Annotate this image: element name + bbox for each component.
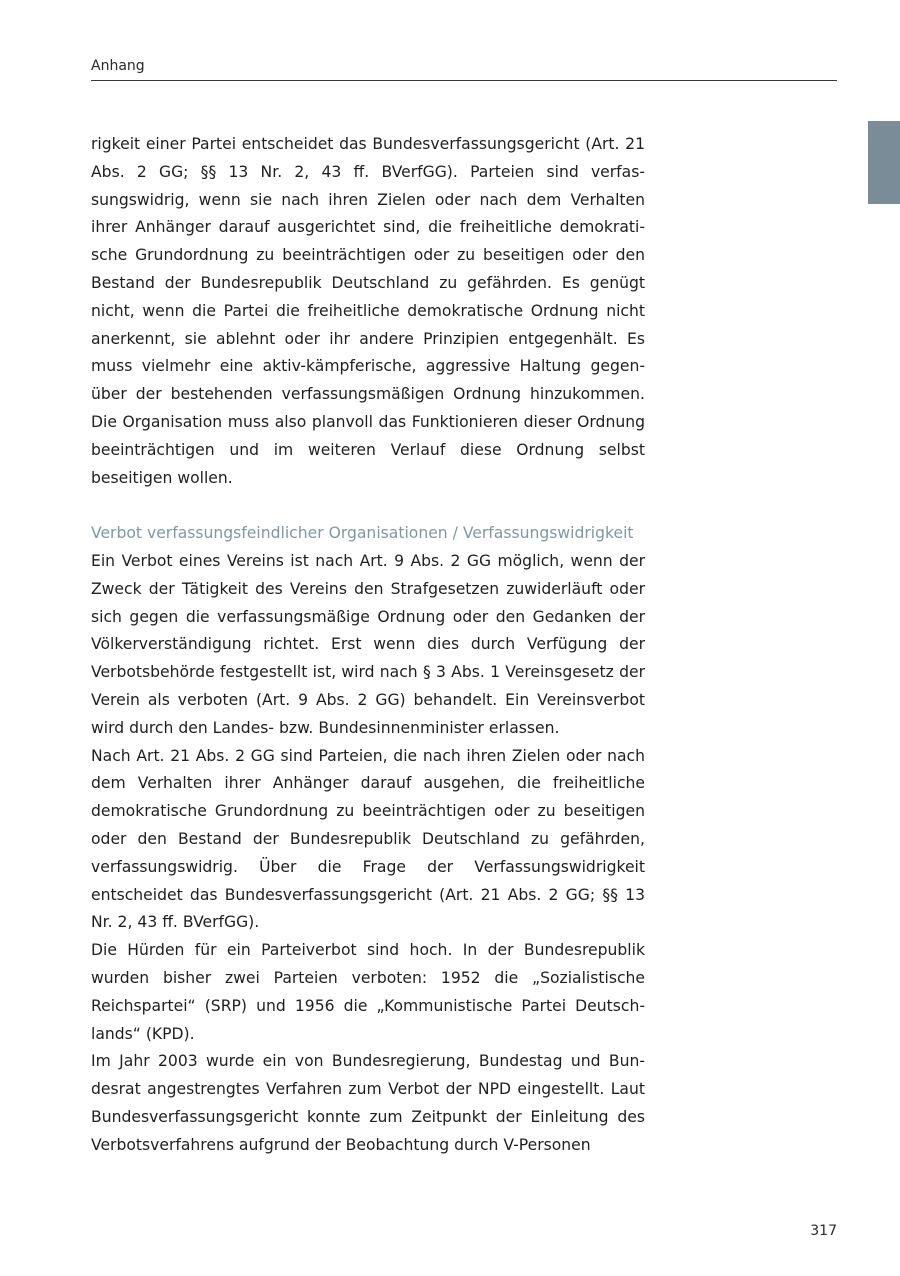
paragraph-huerden: Die Hürden für ein Parteiverbot sind hoch. In der Bundesrepublik wurden bisher zwei Parteien verboten: 1952 die „Sozialistische Reichspartei“ (SRP) und 1956 die „Kommunistische Partei Deutschlands“ (KPD).: [91, 941, 645, 1043]
paragraph-npd: Im Jahr 2003 wurde ein von Bundesregierung, Bundestag und Bundesrat angestrengtes Verfahren zum Verbot der NPD eingestellt. Laut Bundesverfassungsgericht konnte zum Zeitpunkt der Einleitung des Verbotsverfahrens aufgrund der Beobachtung durch V-Personen: [91, 1052, 645, 1154]
section-heading: Verbot verfassungsfeindlicher Organisationen / Verfassungswidrigkeit: [91, 524, 634, 543]
paragraph-intro: rigkeit einer Partei entscheidet das Bundesverfassungsgericht (Art. 21 Abs. 2 GG; §§ 13 Nr. 2, 43 ff. BVerfGG). Parteien sind verfassungswidrig, wenn sie nach ihren Zielen oder nach dem Verhalten ihrer Anhänger darauf ausgerichtet sind, die freiheitliche demokratische Grundordnung zu beeinträchtigen oder zu beseitigen oder den Bestand der Bundesrepublik Deutschland zu gefährden. Es genügt nicht, wenn die Partei die freiheitliche demokratische Ordnung nicht anerkennt, sie ablehnt oder ihr andere Prinzipien entgegenhält. Es muss vielmehr eine aktiv-kämpferische, aggressive Haltung gegenüber der bestehenden verfassungsmäßigen Ordnung hinzukommen. Die Organisation muss also planvoll das Funktionieren dieser Ordnung beeinträchtigen und im weiteren Verlauf diese Ordnung selbst beseitigen wollen.: [91, 135, 645, 487]
running-header: Anhang: [91, 58, 145, 74]
header-divider: [91, 80, 837, 81]
paragraph-parteien: Nach Art. 21 Abs. 2 GG sind Parteien, die nach ihren Zielen oder nach dem Verhalten ihrer Anhänger darauf ausgehen, die freiheitliche demokratische Grundordnung zu beeinträchtigen oder zu beseitigen oder den Bestand der Bundesrepublik Deutschland zu gefährden, verfassungswidrig. Über die Frage der Verfassungswidrigkeit entscheidet das Bundesverfassungsgericht (Art. 21 Abs. 2 GG; §§ 13 Nr. 2, 43 ff. BVerfGG).: [91, 746, 645, 932]
paragraph-verein: Ein Verbot eines Vereins ist nach Art. 9 Abs. 2 GG möglich, wenn der Zweck der Tätigkeit des Vereins den Strafgesetzen zuwiderläuft oder sich gegen die verfassungsmäßige Ordnung oder den Gedanken der Völkerverständigung richtet. Erst wenn dies durch Verfügung der Verbotsbehörde festgestellt ist, wird nach § 3 Abs. 1 Vereinsgesetz der Verein als verboten (Art. 9 Abs. 2 GG) behandelt. Ein Vereinsverbot wird durch den Landes- bzw. Bundesinnenminister erlassen.: [91, 551, 645, 737]
page-body: [91, 131, 645, 1159]
page-number: 317: [810, 1223, 837, 1239]
chapter-thumb-tab: [868, 121, 900, 204]
